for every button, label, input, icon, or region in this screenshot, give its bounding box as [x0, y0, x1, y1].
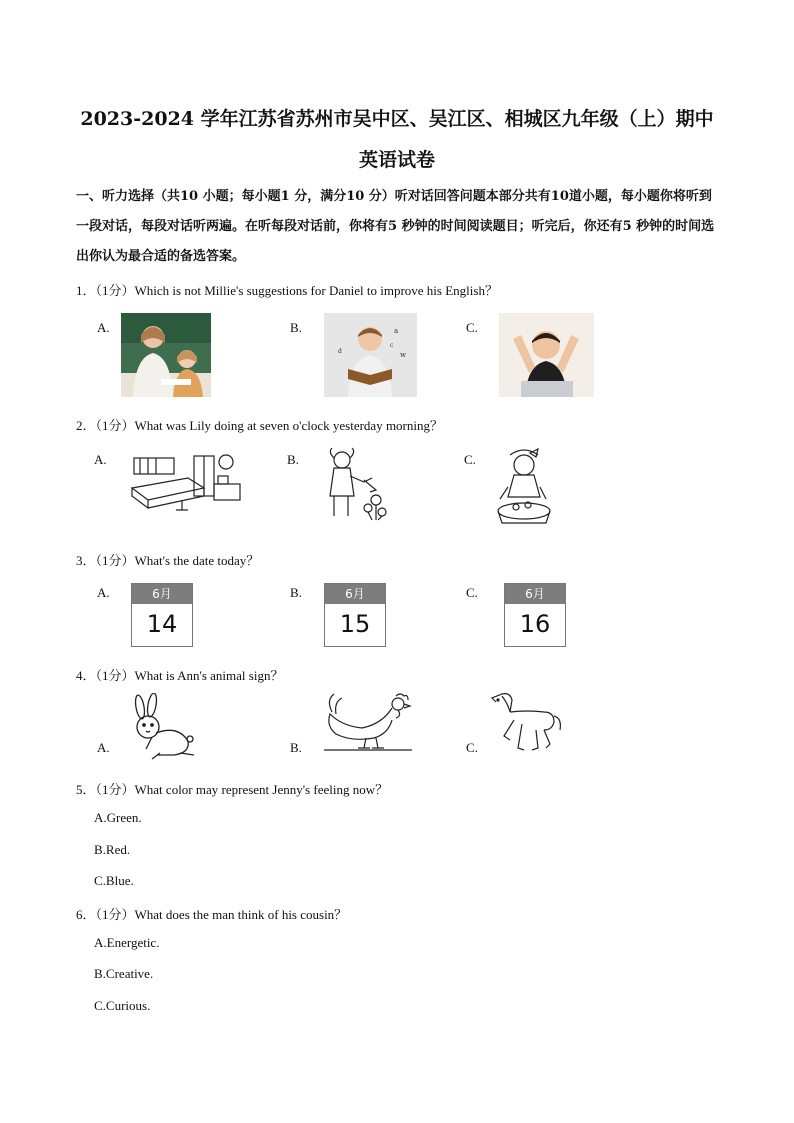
question-number: 2．（1分） — [76, 418, 135, 433]
boy-celebrating-at-laptop-photo — [499, 313, 594, 397]
option-label-c[interactable]: C. — [466, 740, 478, 755]
svg-text:c: c — [390, 342, 394, 349]
option-c[interactable]: C.Blue. — [94, 873, 134, 888]
question-4 — [76, 665, 283, 684]
svg-text:d: d — [338, 348, 342, 355]
question-text: What does the man think of his cousin？ — [134, 907, 348, 922]
question-number: 6．（1分） — [76, 907, 135, 922]
calendar-icon-c — [504, 583, 566, 647]
option-label-a[interactable]: A. — [97, 320, 110, 335]
calendar-icon-b — [324, 583, 386, 647]
option-c[interactable]: C.Curious. — [94, 998, 151, 1013]
option-b[interactable]: B.Red. — [94, 842, 131, 857]
option-label-b[interactable]: B. — [290, 585, 302, 600]
question-number: 4．（1分） — [76, 668, 135, 683]
question-1 — [76, 280, 498, 299]
question-text: What is Ann's animal sign？ — [134, 668, 284, 683]
calendar-day: 14 — [146, 610, 178, 638]
option-label-c[interactable]: C. — [466, 585, 478, 600]
section-instructions: 一、听力选择（共10 小题；每小题1 分，满分10 分）听对话回答问题本部分共有10道小题，每小题你将听到一段对话，每段对话听两遍。在听每段对话前，你将有5 秒钟的时间阅读题目；听完后，你还有5 秒钟的时间选出你认为最合适的备选答案。 — [76, 189, 715, 264]
option-label-a[interactable]: A. — [94, 452, 107, 467]
svg-text:w: w — [400, 351, 406, 359]
question-text: What's the date today？ — [134, 553, 260, 568]
calendar-day: 16 — [519, 610, 551, 638]
question-2 — [76, 415, 443, 434]
question-6 — [76, 904, 347, 923]
option-label-c[interactable]: C. — [466, 320, 478, 335]
calendar-month: 6月 — [132, 584, 192, 604]
question-text: What was Lily doing at seven o'clock yesterday morning？ — [134, 418, 443, 433]
question-text: Which is not Millie's suggestions for Daniel to improve his English？ — [134, 283, 498, 298]
option-label-a[interactable]: A. — [97, 585, 110, 600]
calendar-icon-a — [131, 583, 193, 647]
girl-washing-clothes-sketch — [494, 447, 554, 527]
horse-sketch — [488, 688, 564, 760]
exam-title-line2: 英语试卷 — [358, 149, 435, 171]
exam-title-line1: 2023-2024 学年江苏省苏州市吴中区、吴江区、相城区九年级（上）期中 — [80, 108, 714, 130]
teacher-helping-girl-photo — [121, 313, 211, 397]
option-label-c[interactable]: C. — [464, 452, 476, 467]
question-text: What color may represent Jenny's feeling now？ — [134, 782, 389, 797]
calendar-day: 15 — [339, 610, 371, 638]
option-a[interactable]: A.Energetic. — [94, 935, 160, 950]
calendar-month: 6月 — [505, 584, 565, 604]
option-label-b[interactable]: B. — [290, 740, 302, 755]
calendar-month: 6月 — [325, 584, 385, 604]
girl-watering-flowers-sketch — [320, 446, 392, 522]
option-b[interactable]: B.Creative. — [94, 966, 154, 981]
option-label-b[interactable]: B. — [287, 452, 299, 467]
rooster-sketch — [322, 690, 414, 752]
svg-text:a: a — [394, 327, 399, 335]
option-a[interactable]: A.Green. — [94, 810, 142, 825]
question-3 — [76, 550, 259, 569]
question-number: 1．（1分） — [76, 283, 135, 298]
option-label-b[interactable]: B. — [290, 320, 302, 335]
question-number: 5．（1分） — [76, 782, 135, 797]
option-label-a[interactable]: A. — [97, 740, 110, 755]
question-number: 3．（1分） — [76, 553, 135, 568]
question-5 — [76, 779, 388, 798]
boy-reading-book-photo — [324, 313, 417, 397]
rabbit-sketch — [128, 693, 200, 763]
bedroom-sketch — [128, 448, 246, 516]
